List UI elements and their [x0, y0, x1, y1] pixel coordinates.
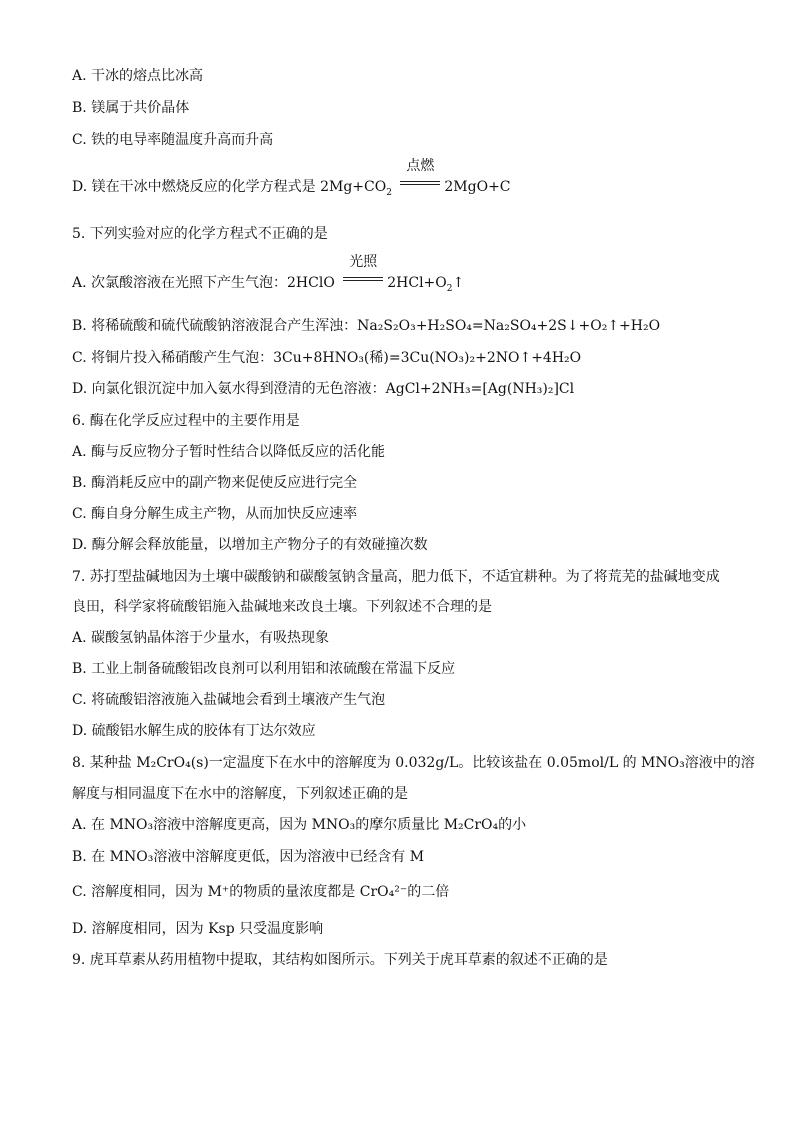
q6-option-c: C. 酶自身分解生成主产物，从而加快反应速率 [72, 506, 358, 522]
q7-stem-line-2: 良田，科学家将硫酸铝施入盐碱地来改良土壤。下列叙述不合理的是 [72, 599, 492, 615]
q4-option-c: C. 铁的电导率随温度升高而升高 [72, 132, 274, 148]
condition-label: 点燃 [406, 158, 435, 174]
q7-option-b: B. 工业上制备硫酸铝改良剂可以利用铝和浓硫酸在常温下反应 [72, 661, 456, 677]
q8-stem-line-1: 8. 某种盐 M₂CrO₄(s)一定温度下在水中的溶解度为 0.032g/L。比较该盐在 0.05mol/L 的 MNO₃溶液中的溶 [72, 755, 755, 771]
o2-subscript: 2 [446, 283, 453, 294]
q5-option-a [72, 254, 465, 294]
q5-option-c: C. 将铜片投入稀硝酸产生气泡：3Cu+8HNO₃(稀)=3Cu(NO₃)₂+2NO↑+4H₂O [72, 350, 582, 366]
q8-stem-line-2: 解度与相同温度下在水中的溶解度，下列叙述正确的是 [72, 786, 408, 802]
q7-option-c: C. 将硫酸铝溶液施入盐碱地会看到土壤液产生气泡 [72, 692, 386, 708]
q4-option-d-prefix: D. 镁在干冰中燃烧反应的化学方程式是 2Mg+CO [72, 179, 387, 195]
q9-stem: 9. 虎耳草素从药用植物中提取，其结构如图所示。下列关于虎耳草素的叙述不正确的是 [72, 952, 608, 968]
reaction-condition-ignite [398, 158, 442, 193]
condition-label: 光照 [349, 254, 378, 270]
q5-option-d: D. 向氯化银沉淀中加入氨水得到澄清的无色溶液：AgCl+2NH₃=[Ag(NH₃)₂]Cl [72, 381, 575, 397]
co2-subscript: 2 [386, 187, 392, 198]
reaction-condition-light [341, 254, 385, 289]
q7-option-a: A. 碳酸氢钠晶体溶于少量水，有吸热现象 [72, 630, 330, 646]
q7-stem-line-1: 7. 苏打型盐碱地因为土壤中碳酸钠和碳酸氢钠含量高，肥力低下，不适宜耕种。为了将荒芜的盐碱地变成 [72, 569, 720, 585]
q4-option-d-product: 2MgO+C [444, 179, 511, 195]
q5-stem: 5. 下列实验对应的化学方程式不正确的是 [72, 226, 328, 242]
equals-line-top [343, 277, 383, 278]
q4-option-b: B. 镁属于共价晶体 [72, 100, 190, 116]
q5-option-a-product: 2HCl+O [387, 275, 447, 291]
gas-arrow: ↑ [452, 275, 465, 291]
equals-line-bottom [400, 184, 440, 185]
q6-option-d: D. 酶分解会释放能量，以增加主产物分子的有效碰撞次数 [72, 537, 428, 553]
q8-option-c: C. 溶解度相同，因为 M⁺的物质的量浓度都是 CrO₄²⁻的二倍 [72, 884, 450, 900]
q4-option-a: A. 干冰的熔点比冰高 [72, 68, 204, 84]
equals-line-top [400, 181, 440, 182]
q6-stem: 6. 酶在化学反应过程中的主要作用是 [72, 413, 300, 429]
q7-option-d: D. 硫酸铝水解生成的胶体有丁达尔效应 [72, 723, 316, 739]
q5-option-a-prefix: A. 次氯酸溶液在光照下产生气泡：2HClO [72, 275, 335, 291]
equals-line-bottom [343, 280, 383, 281]
q8-option-d: D. 溶解度相同，因为 Ksp 只受温度影响 [72, 921, 324, 937]
q8-option-b: B. 在 MNO₃溶液中溶解度更低，因为溶液中已经含有 M [72, 849, 425, 865]
q6-option-a: A. 酶与反应物分子暂时性结合以降低反应的活化能 [72, 444, 386, 460]
q4-option-d [72, 158, 511, 198]
q6-option-b: B. 酶消耗反应中的副产物来促使反应进行完全 [72, 475, 358, 491]
q8-option-a: A. 在 MNO₃溶液中溶解度更高，因为 MNO₃的摩尔质量比 M₂CrO₄的小 [72, 817, 527, 833]
q5-option-b: B. 将稀硫酸和硫代硫酸钠溶液混合产生浑浊：Na₂S₂O₃+H₂SO₄=Na₂SO₄+2S↓+O₂↑+H₂O [72, 318, 661, 334]
